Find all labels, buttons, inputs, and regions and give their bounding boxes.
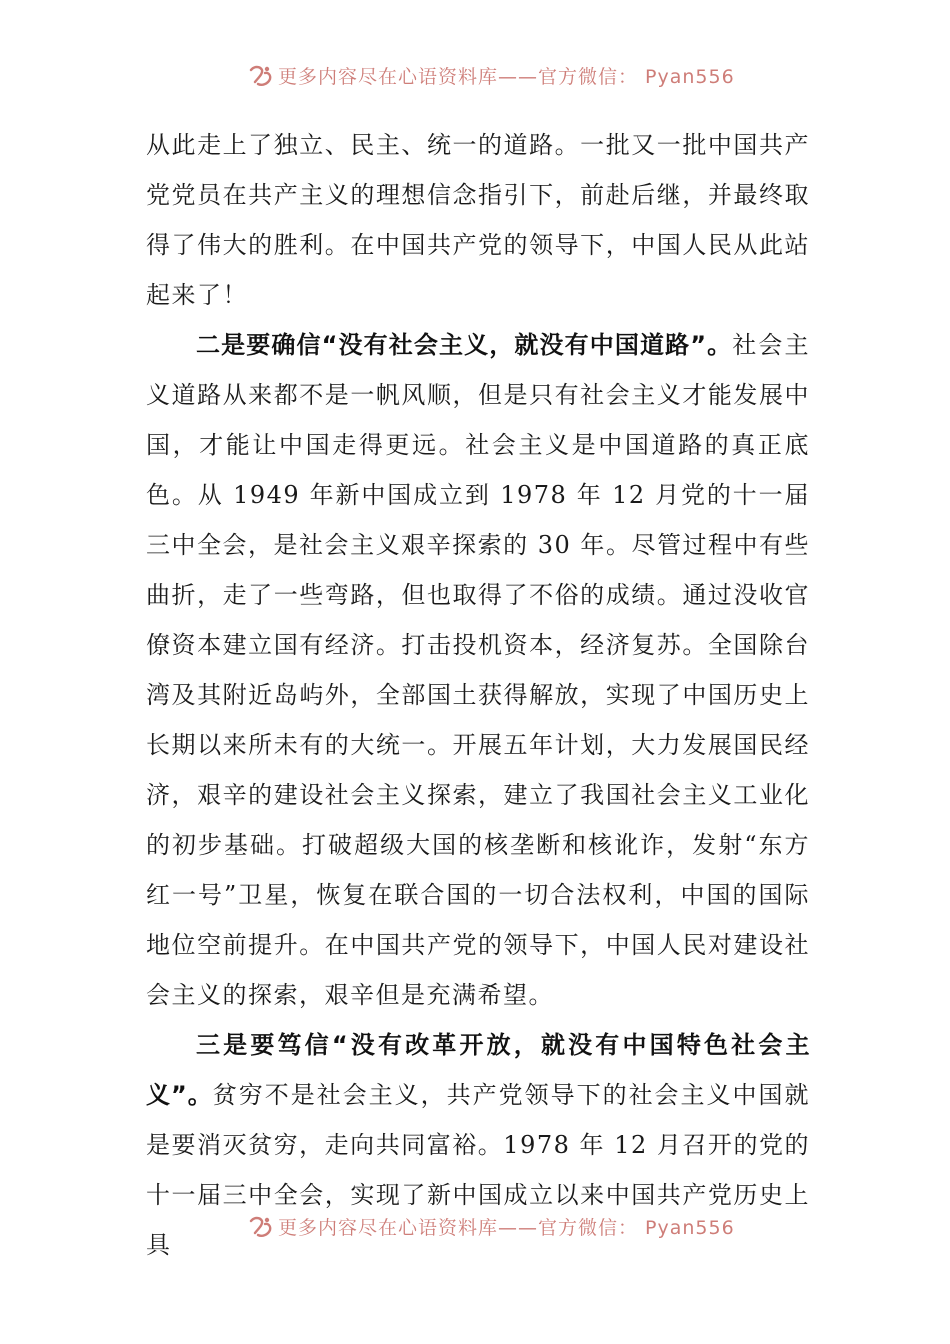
paragraph-text: 从此走上了独立、民主、统一的道路。一批又一批中国共产党党员在共产主义的理想信念指引下，前赴后继，并最终取得了伟大的胜利。在中国共产党的领导下，中国人民从此站起来了！	[146, 131, 810, 309]
footer-watermark	[0, 1209, 950, 1239]
paragraph-heading: 二是要确信“没有社会主义，就没有中国道路”。	[196, 331, 733, 359]
logo-icon	[248, 64, 274, 88]
watermark-text: 更多内容尽在心语资料库——官方微信： Pyan556	[278, 1217, 735, 1239]
logo-icon	[248, 1215, 274, 1239]
paragraph-heading: 三是要笃信“没有改革开放，就没有中国特色社会主义”。	[146, 1031, 810, 1109]
header-watermark	[0, 58, 950, 88]
paragraph-2	[146, 320, 810, 1020]
watermark-text: 更多内容尽在心语资料库——官方微信： Pyan556	[278, 66, 735, 88]
paragraph-text: 社会主义道路从来都不是一帆风顺，但是只有社会主义才能发展中国，才能让中国走得更远。社会主义是中国道路的真正底色。从 1949 年新中国成立到 1978 年 12 月党的十一届三中全会，是社会主义艰辛探索的 30 年。尽管过程中有些曲折，走了一些弯路，但也取得了不俗的成绩。通过没收官僚资本建立国有经济。打击投机资本，经济复苏。全国除台湾及其附近岛屿外，全部国土获得解放，实现了中国历史上长期以来所未有的大统一。开展五年计划，大力发展国民经济，艰辛的建设社会主义探索，建立了我国社会主义工业化的初步基础。打破超级大国的核垄断和核讹诈，发射“东方红一号”卫星，恢复在联合国的一切合法权利，中国的国际地位空前提升。在中国共产党的领导下，中国人民对建设社会主义的探索，艰辛但是充满希望。	[146, 331, 811, 1009]
paragraph-text: 贫穷不是社会主义，共产党领导下的社会主义中国就是要消灭贫穷，走向共同富裕。1978 年 12 月召开的党的十一届三中全会，实现了新中国成立以来中国共产党历史上具	[146, 1081, 811, 1259]
document-body	[146, 120, 810, 1270]
paragraph-1	[146, 120, 810, 320]
